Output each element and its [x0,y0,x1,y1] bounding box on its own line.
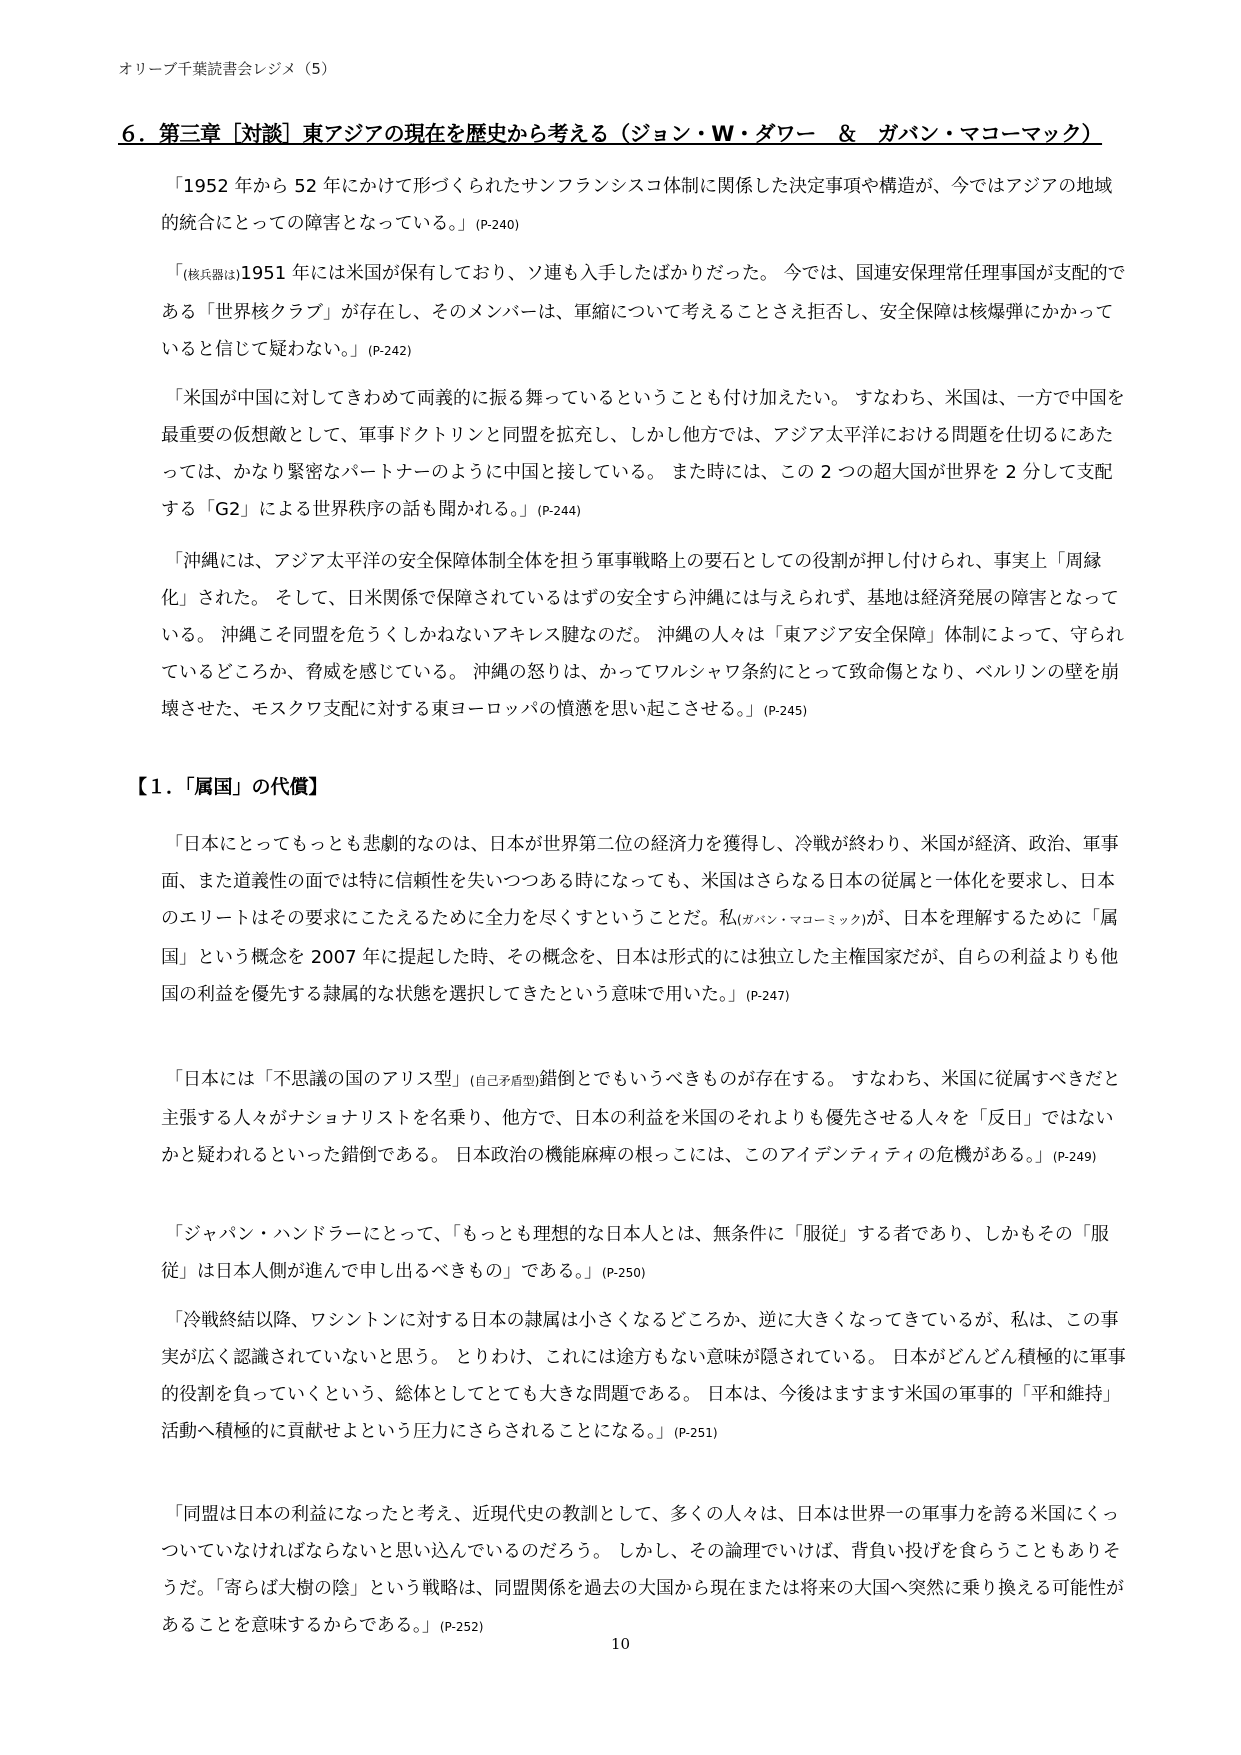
subsection-heading: 【１．「属国」の代償】 [128,776,328,798]
quote-text-cont: が、日本を理解するために「属国」という概念を 2007 年に提起した時、その概念を、日本は形式的には独立した主権国家だが、自らの利益よりも他国の利益を優先する隷属的な状態を選択してきたという意味で用いた。」 [161,908,1119,1005]
quote-p249 [161,1061,1126,1176]
page-citation: (P-240) [475,218,520,232]
page-citation: (P-242) [368,344,412,358]
section-title: ６．第三章［対談］東アジアの現在を歴史から考える（ジョン・W・ダワー ＆ ガバン・マコーマック） [118,122,1103,146]
inline-note: (自己矛盾型) [469,1074,540,1088]
quote-text: 「米国が中国に対してきわめて両義的に振る舞っているということも付け加えたい。 すなわち、米国は、一方で中国を最重要の仮想敵として、軍事ドクトリンと同盟を拡充し、しかし他方では、アジア太平洋における問題を仕切るにあたっては、かなり緊密なパートナーのように中国と接している。 また時には、この 2 つの超大国が世界を 2 分して支配する「G2」による世界秩序の話も聞かれる。」 [161,388,1125,520]
quote-text: 「1952 年から 52 年にかけて形づくられたサンフランシスコ体制に関係した決定事項や構造が、今ではアジアの地域的統合にとっての障害となっている。」 [161,176,1113,234]
page-citation: (P-249) [1052,1150,1097,1164]
page-number: 10 [610,1635,631,1653]
quote-text: 「同盟は日本の利益になったと考え、近現代史の教訓として、多くの人々は、日本は世界一の軍事力を誇る米国にくっついていなければならないと思い込んでいるのだろう。 しかし、その論理でいけば、背負い投げを食らうこともありそうだ。「寄らば大樹の陰」という戦略は、同盟関係を過去の大国から現在または将来の大国へ突然に乗り換える可能性があることを意味するからである。」 [161,1504,1124,1636]
quote-p244 [161,380,1126,530]
page-citation: (P-247) [746,989,790,1003]
quote-text: 「冷戦終結以降、ワシントンに対する日本の隷属は小さくなるどころか、逆に大きくなってきているが、私は、この事実が広く認識されていないと思う。 とりわけ、これには途方もない意味が隠されている。 日本がどんどん積極的に軍事的役割を負っていくという、総体としてとても大きな問題である。 日本は、今後はますます米国の軍事的「平和維持」活動へ積極的に貢献せよという圧力にさらされることになる。」 [161,1310,1126,1442]
page-citation: (P-252) [439,1620,484,1634]
quote-p251 [161,1302,1126,1452]
page-citation: (P-251) [674,1426,718,1440]
quote-p245 [161,543,1126,730]
page-citation: (P-250) [602,1266,646,1280]
page-header: オリーブ千葉読書会レジメ（5） [118,60,336,78]
quote-text: 1951 年には米国が保有しており、ソ連も入手したばかりだった。 今では、国連安保理常任理事国が支配的である「世界核クラブ」が存在し、そのメンバーは、軍縮について考えることさえ拒否し、安全保障は核爆弾にかかっていると信じて疑わない。」 [161,263,1126,360]
quote-p240 [161,168,1126,244]
quote-p247 [161,826,1126,1015]
inline-note: (核兵器は) [183,268,241,282]
quote-text: 「ジャパン・ハンドラーにとって、「もっとも理想的な日本人とは、無条件に「服従」する者であり、しかもその「服従」は日本人側が進んで申し出るべきもの」である。」 [161,1224,1109,1282]
quote-text: 「日本にとってもっとも悲劇的なのは、日本が世界第二位の経済力を獲得し、冷戦が終わり、米国が経済、政治、軍事面、また道義性の面では特に信頼性を失いつつある時になっても、米国はさらなる日本の従属と一体化を要求し、日本のエリートはその要求にこたえるために全力を尽くすということだ。私 [161,834,1119,929]
quote-p242 [161,255,1126,370]
page-citation: (P-245) [763,704,808,718]
inline-note: (ガバン・マコーミック) [737,913,867,927]
quote-text: 「日本には「不思議の国のアリス型」 [165,1069,470,1090]
quote-p252 [161,1496,1126,1646]
quote-text: 「沖縄には、アジア太平洋の安全保障体制全体を担う軍事戦略上の要石としての役割が押し付けられ、事実上「周縁化」された。 そして、日米関係で保障されているはずの安全すら沖縄には与えられず、基地は経済発展の障害となっている。 沖縄こそ同盟を危うくしかねないアキレス腱なのだ。 沖縄の人々は「東アジア安全保障」体制によって、守られているどころか、脅威を感じている。 沖縄の怒りは、かってワルシャワ条約にとって致命傷となり、ベルリンの壁を崩壊させた、モスクワ支配に対する東ヨーロッパの憤懣を思い起こさせる。」 [161,551,1124,720]
quote-p250 [161,1216,1126,1292]
quote-open: 「 [165,263,183,284]
page-citation: (P-244) [537,504,581,518]
quote-text-cont: 錯倒とでもいうべきものが存在する。 すなわち、米国に従属すべきだと主張する人々がナショナリストを名乗り、他方で、日本の利益を米国のそれよりも優先させる人々を「反日」ではないかと疑われるといった錯倒である。 日本政治の機能麻痺の根っこには、このアイデンティティの危機がある。」 [161,1069,1121,1166]
